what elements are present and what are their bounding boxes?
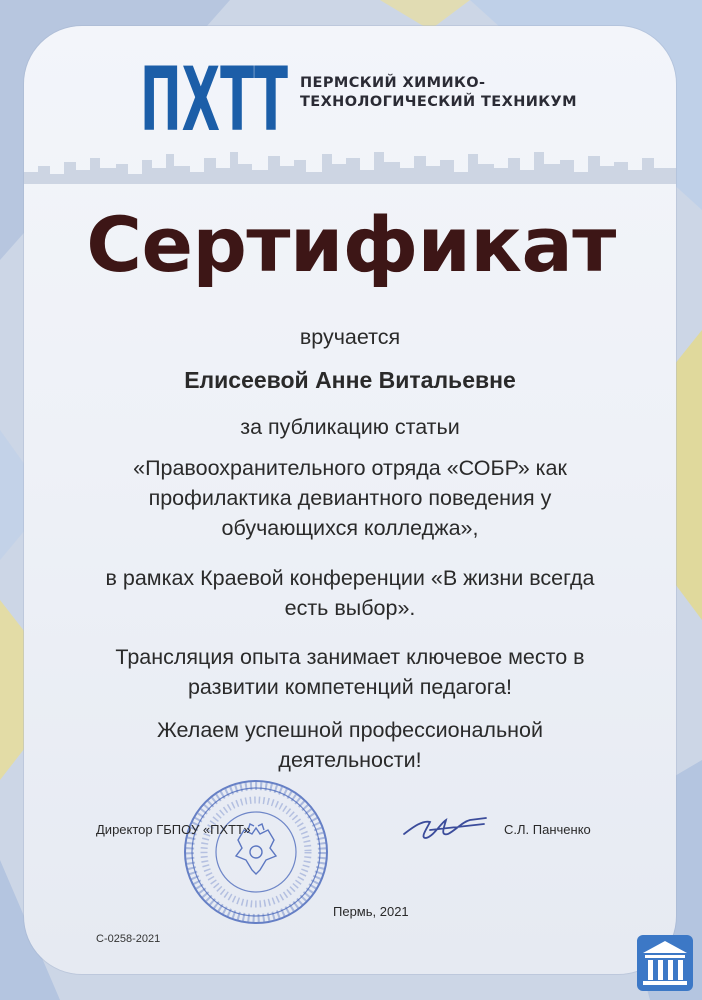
org-name-line1: ПЕРМСКИЙ ХИМИКО- — [300, 75, 486, 91]
translation-line: развитии компетенций педагога! — [187, 675, 513, 699]
director-name: С.Л. Панченко — [504, 822, 591, 837]
conference-line: есть выбор». — [284, 596, 416, 620]
handwritten-signature — [400, 808, 490, 848]
wish-line: Желаем успешной профессиональной — [156, 718, 544, 742]
wish-text — [60, 715, 640, 775]
article-line: «Правоохранительного отряда «СОБР» как — [133, 456, 567, 480]
publication-text: за публикацию статьи — [240, 415, 460, 439]
college-logo — [138, 48, 290, 138]
article-title — [60, 453, 640, 543]
awarded-text: вручается — [299, 325, 401, 349]
wish-line: деятельности! — [278, 748, 422, 772]
translation-text — [60, 642, 640, 702]
translation-line: Трансляция опыта занимает ключевое место в — [115, 645, 585, 669]
logo-text: ПХТТ — [140, 48, 288, 138]
recipient-name: Елисеевой Анне Витальевне — [184, 367, 516, 393]
certificate-code: С-0258-2021 — [96, 933, 161, 945]
director-position: Директор ГБПОУ «ПХТТ» — [96, 822, 251, 837]
article-line: профилактика девиантного поведения у — [148, 486, 552, 510]
organization-name — [300, 74, 577, 112]
article-line: обучающихся колледжа», — [221, 516, 479, 540]
watermark-logo-icon — [637, 935, 693, 991]
city-skyline-decoration — [24, 148, 676, 184]
conference-line: в рамках Краевой конференции «В жизни всегда — [105, 566, 595, 590]
official-seal — [182, 778, 330, 926]
city-year: Пермь, 2021 — [333, 904, 409, 919]
conference-text — [60, 563, 640, 623]
certificate-title: Сертификат — [86, 200, 616, 289]
org-name-line2: ТЕХНОЛОГИЧЕСКИЙ ТЕХНИКУМ — [300, 94, 577, 110]
